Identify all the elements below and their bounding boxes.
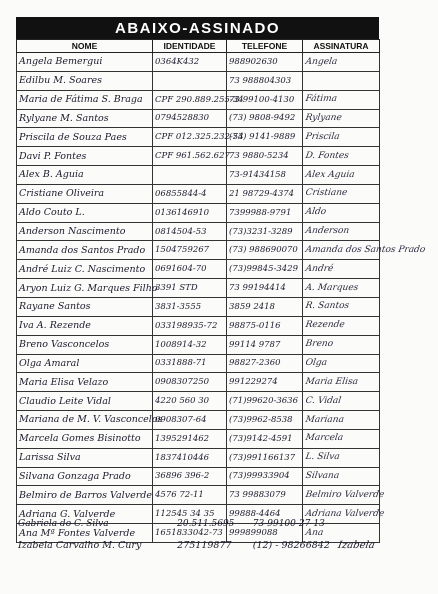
- table-row: [17, 241, 380, 260]
- row-name: Ana Mª Fontes Valverde: [17, 524, 153, 543]
- row-signature: R. Santos: [301, 297, 381, 316]
- row-name: Anderson Nascimento: [17, 222, 153, 241]
- table-row: [17, 373, 380, 392]
- table-row: [17, 147, 380, 166]
- row-signature: Rezende: [301, 316, 381, 335]
- column-header-phone: TELEFONE: [227, 40, 303, 53]
- row-name: Marcela Gomes Bisinotto: [17, 429, 153, 448]
- column-header-name: NOME: [17, 40, 153, 53]
- row-phone: 73-99100-4130: [227, 90, 303, 109]
- table-row: [17, 316, 380, 335]
- row-name: Mariana de M. V. Vasconcelos: [17, 411, 153, 430]
- row-identity: 1837410446: [153, 448, 227, 467]
- row-name: André Luiz C. Nascimento: [17, 260, 153, 279]
- row-phone: 988902630: [227, 53, 303, 72]
- row-identity: 0814504-53: [153, 222, 227, 241]
- extra-entry: [18, 515, 398, 533]
- row-signature: Cristiane: [301, 184, 381, 203]
- row-phone: 73 988804303: [227, 71, 303, 90]
- row-identity: 1651833042-73: [153, 524, 227, 543]
- row-phone: 73-91434158: [227, 166, 303, 185]
- row-signature: Aldo: [301, 203, 381, 222]
- row-phone: (73) 988690070: [227, 241, 303, 260]
- row-phone: (73)9142-4591: [227, 429, 303, 448]
- table-row: [17, 71, 380, 90]
- row-signature: Silvana: [301, 467, 381, 486]
- column-header-identity: IDENTIDADE: [153, 40, 227, 53]
- row-signature: Olga: [301, 354, 381, 373]
- row-phone: 7399988-9791: [227, 203, 303, 222]
- row-identity: 0908307-64: [153, 411, 227, 430]
- row-name: Amanda dos Santos Prado: [17, 241, 153, 260]
- row-phone: (71)99620-3636: [227, 392, 303, 411]
- row-identity: CPF 961.562.627: [153, 147, 227, 166]
- row-signature: André: [301, 260, 381, 279]
- row-identity: 1395291462: [153, 429, 227, 448]
- signature-rows: [17, 53, 426, 543]
- form-title: ABAIXO-ASSINADO: [16, 17, 379, 39]
- row-name: Iva A. Rezende: [17, 316, 153, 335]
- row-name: Claudio Leite Vidal: [17, 392, 153, 411]
- row-phone: 73 99194414: [227, 279, 303, 298]
- table-row: [17, 109, 380, 128]
- row-identity: 1008914-32: [153, 335, 227, 354]
- row-signature: Breno: [301, 335, 381, 354]
- row-phone: (73)99933904: [227, 467, 303, 486]
- row-name: Maria de Fátima S. Braga: [17, 90, 153, 109]
- table-row: [17, 467, 380, 486]
- row-name: Larissa Silva: [17, 448, 153, 467]
- row-name: Rylyane M. Santos: [17, 109, 153, 128]
- row-signature: Fátima: [301, 90, 381, 109]
- row-signature: Ana: [301, 524, 381, 543]
- row-phone: (73)99845-3429: [227, 260, 303, 279]
- table-row: [17, 448, 380, 467]
- row-phone: 99888-4464: [227, 505, 303, 524]
- table-row: [17, 279, 380, 298]
- row-identity: 0331888-71: [153, 354, 227, 373]
- table-row: [17, 53, 380, 72]
- table-row: [17, 166, 380, 185]
- row-signature: Mariana: [301, 411, 381, 430]
- row-phone: 99114 9787: [227, 335, 303, 354]
- extra-entry: [18, 536, 398, 554]
- table-row: [17, 335, 380, 354]
- row-name: Edilbu M. Soares: [17, 71, 153, 90]
- table-row: [17, 392, 380, 411]
- table-row: [17, 128, 380, 147]
- row-signature: [301, 71, 381, 90]
- row-name: Davi P. Fontes: [17, 147, 153, 166]
- row-identity: 0794528830: [153, 109, 227, 128]
- row-signature: D. Fontes: [301, 147, 381, 166]
- row-identity: 4576 72-11: [153, 486, 227, 505]
- extra-entry-phone: 73-99100-27-13: [252, 519, 325, 529]
- row-signature: L. Silva: [301, 448, 381, 467]
- extra-entry-identity: 275119877: [177, 539, 232, 551]
- extra-entry-identity: 20.511.5695: [177, 519, 235, 529]
- row-name: Maria Elisa Velazo: [17, 373, 153, 392]
- row-signature: Belmiro Valverde: [301, 486, 381, 505]
- table-row: [17, 354, 380, 373]
- table-row: [17, 90, 380, 109]
- row-identity: 033198935-72: [153, 316, 227, 335]
- row-name: Priscila de Souza Paes: [17, 128, 153, 147]
- extra-entry-name: Gabriela do C. Silva: [18, 519, 109, 529]
- row-identity: 1504759267: [153, 241, 227, 260]
- row-phone: 3859 2418: [227, 297, 303, 316]
- row-identity: 3831-3555: [153, 297, 227, 316]
- row-signature: Priscila: [301, 128, 381, 147]
- row-signature: Alex Aguia: [301, 166, 381, 185]
- table-row: [17, 297, 380, 316]
- row-name: Aldo Couto L.: [17, 203, 153, 222]
- row-name: Breno Vasconcelos: [17, 335, 153, 354]
- extra-entry-signature: Izabela: [337, 539, 376, 551]
- table-row: [17, 429, 380, 448]
- row-name: Alex B. Aguia: [17, 166, 153, 185]
- header-row: [17, 40, 380, 53]
- row-phone: (73) 9808-9492: [227, 109, 303, 128]
- row-phone: (73)3231-3289: [227, 222, 303, 241]
- row-signature: Adriana Valverde: [301, 505, 381, 524]
- table-row: [17, 184, 380, 203]
- row-signature: Anderson: [301, 222, 381, 241]
- signature-table: [16, 39, 426, 543]
- row-identity: 0691604-70: [153, 260, 227, 279]
- row-identity: 0364K432: [153, 53, 227, 72]
- row-name: Angela Bemergui: [17, 53, 153, 72]
- row-name: Belmiro de Barros Valverde: [17, 486, 153, 505]
- row-signature: C. Vidal: [301, 392, 381, 411]
- row-signature: Angela: [301, 53, 381, 72]
- row-phone: (73)9962-8538: [227, 411, 303, 430]
- table-row: [17, 486, 380, 505]
- row-phone: 73 99883079: [227, 486, 303, 505]
- row-name: Cristiane Oliveira: [17, 184, 153, 203]
- row-phone: (73)991166137: [227, 448, 303, 467]
- row-identity: 4220 560 30: [153, 392, 227, 411]
- row-phone: 98875-0116: [227, 316, 303, 335]
- row-identity: 0136146910: [153, 203, 227, 222]
- row-phone: 73 9880-5234: [227, 147, 303, 166]
- extra-entry-name: Izabela Carvalho M. Cury: [18, 539, 142, 551]
- row-identity: [153, 166, 227, 185]
- row-identity: 0908307250: [153, 373, 227, 392]
- row-identity: 36896 396-2: [153, 467, 227, 486]
- row-phone: 999899088: [227, 524, 303, 543]
- row-name: Adriana G. Valverde: [17, 505, 153, 524]
- row-name: Aryon Luiz G. Marques Filho: [17, 279, 153, 298]
- row-identity: [153, 71, 227, 90]
- table-row: [17, 203, 380, 222]
- row-signature: Marcela: [301, 429, 381, 448]
- row-identity: 112545 34 35: [153, 505, 227, 524]
- row-signature: Maria Elisa: [301, 373, 381, 392]
- row-identity: 06855844-4: [153, 184, 227, 203]
- row-signature: Rylyane: [301, 109, 381, 128]
- row-signature: Amanda dos Santos Prado: [301, 241, 381, 260]
- row-phone: (73) 9141-9889: [227, 128, 303, 147]
- extra-entry-phone: (12) - 98266842: [252, 539, 330, 551]
- table-row: [17, 411, 380, 430]
- row-phone: 21 98729-4374: [227, 184, 303, 203]
- row-phone: 98827-2360: [227, 354, 303, 373]
- row-identity: CPF 290.889.255-34: [153, 90, 227, 109]
- row-name: Silvana Gonzaga Prado: [17, 467, 153, 486]
- column-header-signature: ASSINATURA: [303, 40, 380, 53]
- row-name: Olga Amaral: [17, 354, 153, 373]
- table-row: [17, 260, 380, 279]
- row-identity: 3391 STD: [153, 279, 227, 298]
- row-phone: 991229274: [227, 373, 303, 392]
- row-name: Rayane Santos: [17, 297, 153, 316]
- row-signature: A. Marques: [301, 279, 381, 298]
- table-row: [17, 222, 380, 241]
- row-identity: CPF 012.325.232-54: [153, 128, 227, 147]
